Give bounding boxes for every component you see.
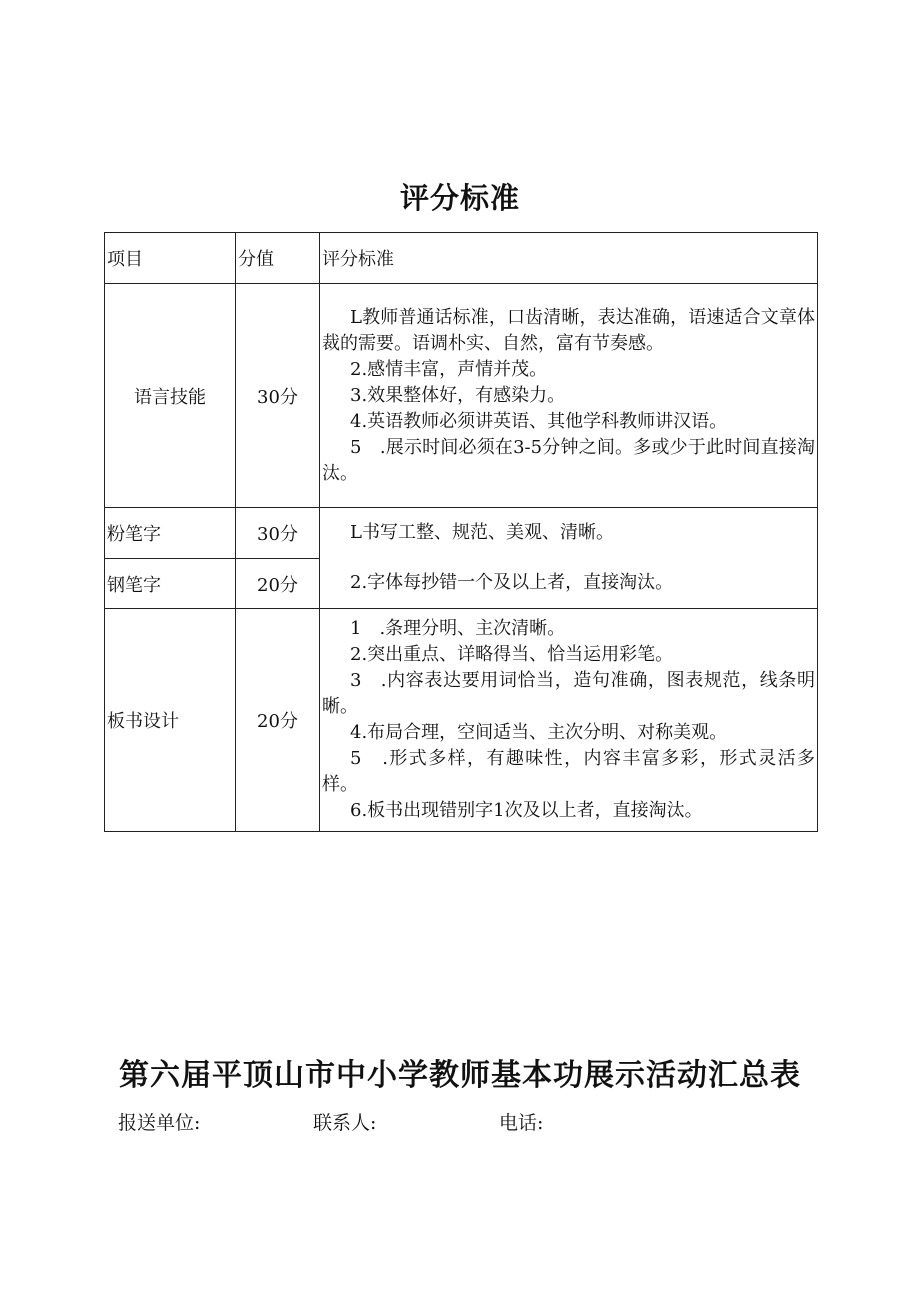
- criteria-writing: [320, 508, 818, 609]
- scoring-table: [104, 232, 818, 832]
- table-row-board: [105, 609, 818, 832]
- score-chalk: 30分: [236, 508, 320, 559]
- table-row-language: [105, 284, 818, 508]
- header-item: 项目: [105, 233, 236, 284]
- unit-label: 报送单位:: [118, 1112, 201, 1134]
- criteria-line: 5 .形式多样，有趣味性，内容丰富多彩，形式灵活多样。: [322, 748, 815, 795]
- item-board: 板书设计: [105, 609, 236, 832]
- scoring-title: 评分标准: [399, 181, 520, 215]
- criteria-line: 2.突出重点、详略得当、恰当运用彩笔。: [350, 644, 674, 665]
- criteria-language: [320, 284, 818, 508]
- criteria-line: 2.字体每抄错一个及以上者，直接淘汰。: [350, 572, 674, 593]
- summary-title: 第六届平顶山市中小学教师基本功展示活动汇总表: [119, 1058, 801, 1093]
- item-chalk: 粉笔字: [105, 508, 236, 559]
- item-language: 语言技能: [105, 284, 236, 508]
- table-header-row: [105, 233, 818, 284]
- criteria-line: 2.感情丰富，声情并茂。: [350, 358, 548, 380]
- contact-label: 联系人:: [313, 1112, 377, 1134]
- table-row-chalk: [105, 508, 818, 559]
- criteria-line: 4.英语教师必须讲英语、其他学科教师讲汉语。: [350, 410, 728, 432]
- criteria-line: 4.布局合理，空间适当、主次分明、对称美观。: [350, 722, 728, 743]
- item-pen: 钢笔字: [105, 559, 236, 609]
- criteria-line: 1 .条理分明、主次清晰。: [350, 618, 566, 639]
- header-score: 分值: [236, 233, 320, 284]
- score-language: 30分: [236, 284, 320, 508]
- header-criteria: 评分标准: [320, 233, 818, 284]
- criteria-line: 3 .内容表达要用词恰当，造句准确，图表规范，线条明晰。: [322, 670, 815, 717]
- score-pen: 20分: [236, 559, 320, 609]
- criteria-line: 6.板书出现错别字1次及以上者，直接淘汰。: [350, 800, 703, 821]
- criteria-line: L教师普通话标准，口齿清晰，表达准确，语速适合文章体裁的需要。语调朴实、自然，富有节奏感。: [322, 306, 815, 354]
- criteria-line: 3.效果整体好，有感染力。: [350, 384, 566, 406]
- criteria-line: 5 .展示时间必须在3-5分钟之间。多或少于此时间直接淘汰。: [322, 436, 815, 484]
- score-board: 20分: [236, 609, 320, 832]
- phone-label: 电话:: [499, 1112, 544, 1134]
- criteria-board: [320, 609, 818, 832]
- criteria-line: L书写工整、规范、美观、清晰。: [350, 522, 614, 543]
